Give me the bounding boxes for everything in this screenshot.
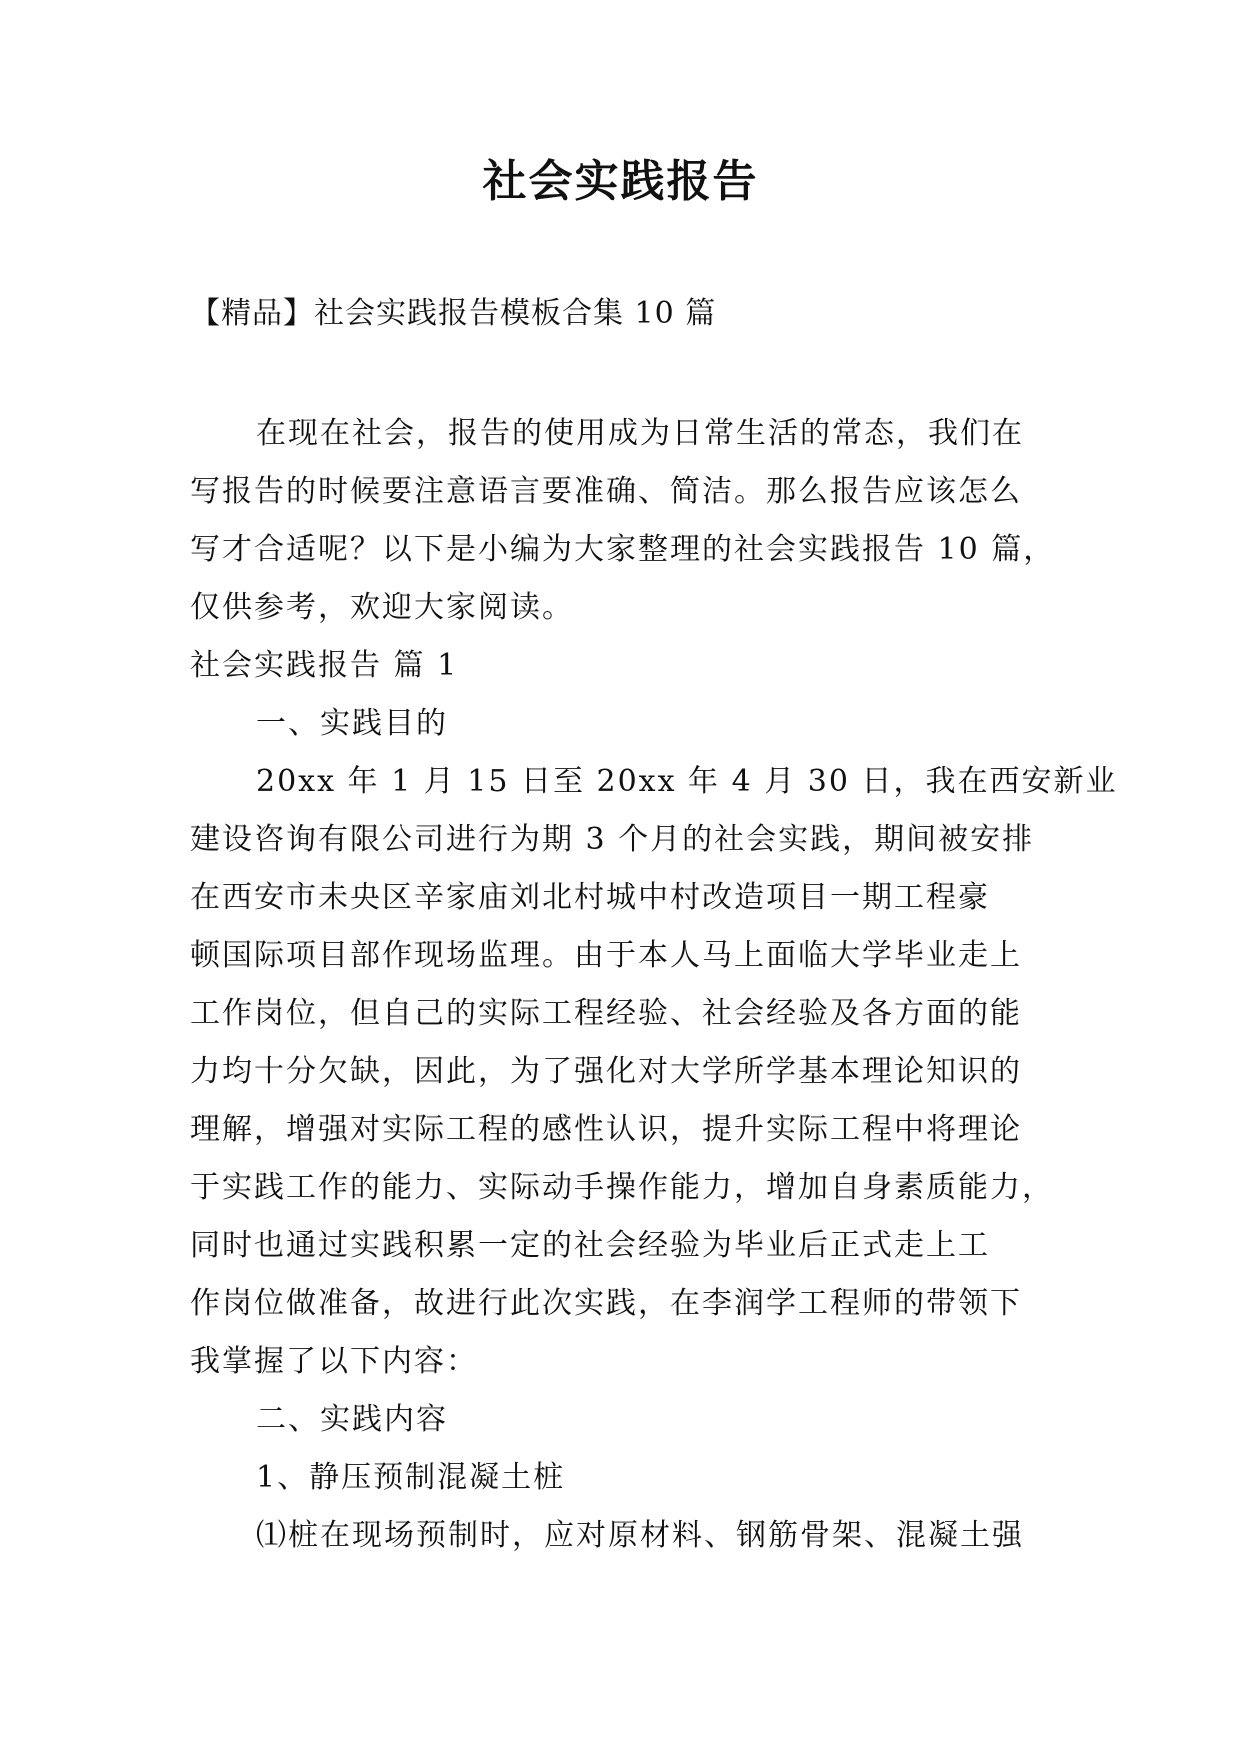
text-line: 工作岗位，但自己的实际工程经验、社会经验及各方面的能 [190,996,1022,1031]
text-line: 1、静压预制混凝土桩 [256,1460,566,1495]
text-line: ⑴桩在现场预制时，应对原材料、钢筋骨架、混凝土强 [256,1518,1024,1553]
text-line: 同时也通过实践积累一定的社会经验为毕业后正式走上工 [190,1228,990,1263]
text-line: 20xx 年 1 月 15 日至 20xx 年 4 月 30 日，我在西安新业 [256,764,1118,799]
text-line: 力均十分欠缺，因此，为了强化对大学所学基本理论知识的 [190,1054,1022,1089]
text-line: 社会实践报告 篇 1 [190,648,459,683]
document-title: 社会实践报告 [482,156,759,207]
text-line: 在西安市未央区辛家庙刘北村城中村改造项目一期工程豪 [190,880,990,915]
text-line: 写报告的时候要注意语言要准确、简洁。那么报告应该怎么 [190,474,1022,509]
text-line: 建设咨询有限公司进行为期 3 个月的社会实践，期间被安排 [190,822,1035,857]
text-line: 于实践工作的能力、实际动手操作能力，增加自身素质能力， [190,1170,1054,1205]
document-body [190,405,1118,1565]
text-line: 理解，增强对实际工程的感性认识，提升实际工程中将理论 [190,1112,1022,1147]
text-line: 二、实践内容 [256,1402,448,1437]
text-line: 仅供参考，欢迎大家阅读。 [190,590,574,625]
text-line: 一、实践目的 [256,706,448,741]
text-line: 在现在社会，报告的使用成为日常生活的常态，我们在 [256,416,1024,451]
text-line: 作岗位做准备，故进行此次实践，在李润学工程师的带领下 [190,1286,1022,1321]
document-subtitle: 【精品】社会实践报告模板合集 10 篇 [190,296,717,331]
text-line: 我掌握了以下内容： [190,1344,478,1379]
text-line: 顿国际项目部作现场监理。由于本人马上面临大学毕业走上 [190,938,1022,973]
text-line: 写才合适呢？以下是小编为大家整理的社会实践报告 10 篇， [190,532,1056,567]
